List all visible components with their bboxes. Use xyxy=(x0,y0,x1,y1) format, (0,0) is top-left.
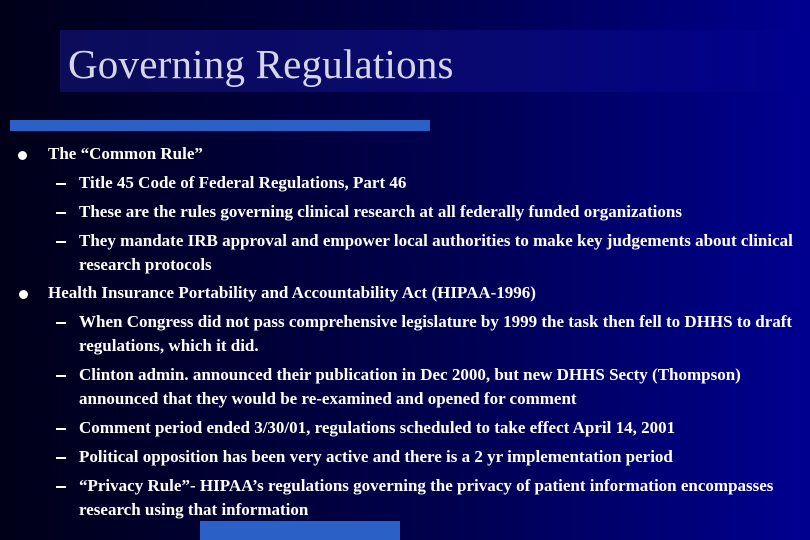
sub-bullet-text: Clinton admin. announced their publication in Dec 2000, but new DHHS Secty (Thompson) announced that they would be re-examined and opened for comment xyxy=(79,365,741,408)
slide-body xyxy=(0,138,810,522)
dash-marker xyxy=(56,457,66,459)
dash-marker xyxy=(56,375,66,377)
dash-marker xyxy=(56,486,66,488)
sub-bullet xyxy=(0,416,810,440)
dash-marker xyxy=(56,241,66,243)
dash-marker xyxy=(56,183,66,185)
sub-bullet-text: Political opposition has been very active and there is a 2 yr implementation period xyxy=(79,447,673,466)
sub-bullet-text: “Privacy Rule”- HIPAA’s regulations governing the privacy of patient information encompasses research using that information xyxy=(79,476,774,519)
bullet-text: Health Insurance Portability and Accountability Act (HIPAA-1996) xyxy=(48,283,536,302)
sub-bullet xyxy=(0,445,810,469)
sub-bullet-text: Comment period ended 3/30/01, regulations scheduled to take effect April 14, 2001 xyxy=(79,418,676,437)
bullet-hipaa xyxy=(0,281,810,305)
sub-bullet xyxy=(0,200,810,224)
sub-bullet xyxy=(0,474,810,522)
sub-bullet-text: These are the rules governing clinical research at all federally funded organizations xyxy=(79,202,682,221)
title-underline-bar xyxy=(10,120,430,131)
sub-bullet-text: They mandate IRB approval and empower local authorities to make key judgements about clinical research protocols xyxy=(79,231,793,274)
dash-marker xyxy=(56,428,66,430)
sub-bullet xyxy=(0,363,810,411)
dash-marker xyxy=(56,212,66,214)
bullet-common-rule xyxy=(0,142,810,166)
slide-title: Governing Regulations xyxy=(68,41,454,87)
sub-bullet xyxy=(0,171,810,195)
sub-bullet xyxy=(0,229,810,277)
sub-bullet-text: Title 45 Code of Federal Regulations, Part 46 xyxy=(79,173,407,192)
sub-bullet-text: When Congress did not pass comprehensive legislature by 1999 the task then fell to DHHS to draft regulations, which it did. xyxy=(79,312,793,355)
dash-marker xyxy=(56,322,66,324)
sub-bullet xyxy=(0,310,810,358)
bullet-text: The “Common Rule” xyxy=(48,144,203,163)
bottom-accent-bar xyxy=(200,521,400,540)
